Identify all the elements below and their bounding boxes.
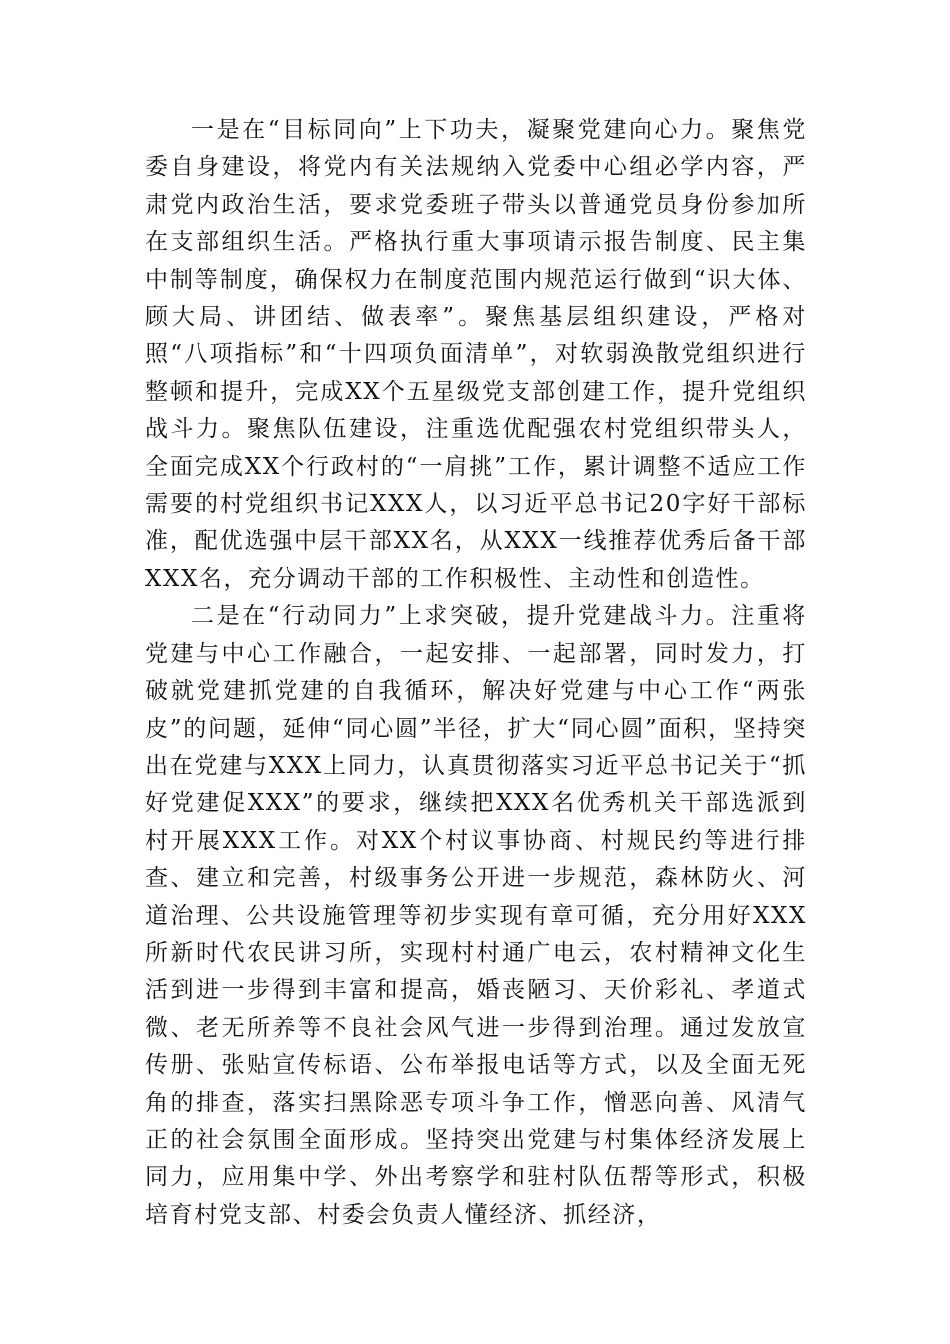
paragraph-2: 二是在“行动同力”上求突破，提升党建战斗力。注重将党建与中心工作融合，一起安排、一起部署，同时发力，打破就党建抓党建的自我循环，解决好党建与中心工作“两张皮”的问题，延伸“同心圆”半径，扩大“同心圆”面积，坚持突出在党建与XXX上同力，认真贯彻落实习近平总书记关于“抓好党建促XXX”的要求，继续把XXX名优秀机关干部选派到村开展XXX工作。对XX个村议事协商、村规民约等进行排查、建立和完善，村级事务公开进一步规范，森林防火、河道治理、公共设施管理等初步实现有章可循，充分用好XXX所新时代农民讲习所，实现村村通广电云，农村精神文化生活到进一步得到丰富和提高，婚丧陋习、天价彩礼、孝道式微、老无所养等不良社会风气进一步得到治理。通过发放宣传册、张贴宣传标语、公布举报电话等方式，以及全面无死角的排查，落实扫黑除恶专项斗争工作，憎恶向善、风清气正的社会氛围全面形成。坚持突出党建与村集体经济发展上同力，应用集中学、外出考察学和驻村队伍帮等形式，积极培育村党支部、村委会负责人懂经济、抓经济， [145,603,807,1228]
document-body [145,112,807,1234]
paragraph-1: 一是在“目标同向”上下功夫，凝聚党建向心力。聚焦党委自身建设，将党内有关法规纳入党委中心组必学内容，严肃党内政治生活，要求党委班子带头以普通党员身份参加所在支部组织生活。严格执行重大事项请示报告制度、民主集中制等制度，确保权力在制度范围内规范运行做到“识大体、顾大局、讲团结、做表率”。聚焦基层组织建设，严格对照“八项指标”和“十四项负面清单”，对软弱涣散党组织进行整顿和提升，完成XX个五星级党支部创建工作，提升党组织战斗力。聚焦队伍建设，注重选优配强农村党组织带头人，全面完成XX个行政村的“一肩挑”工作，累计调整不适应工作需要的村党组织书记XXX人，以习近平总书记20字好干部标准，配优选强中层干部XX名，从XXX一线推荐优秀后备干部XXX名，充分调动干部的工作积极性、主动性和创造性。 [145,117,807,592]
